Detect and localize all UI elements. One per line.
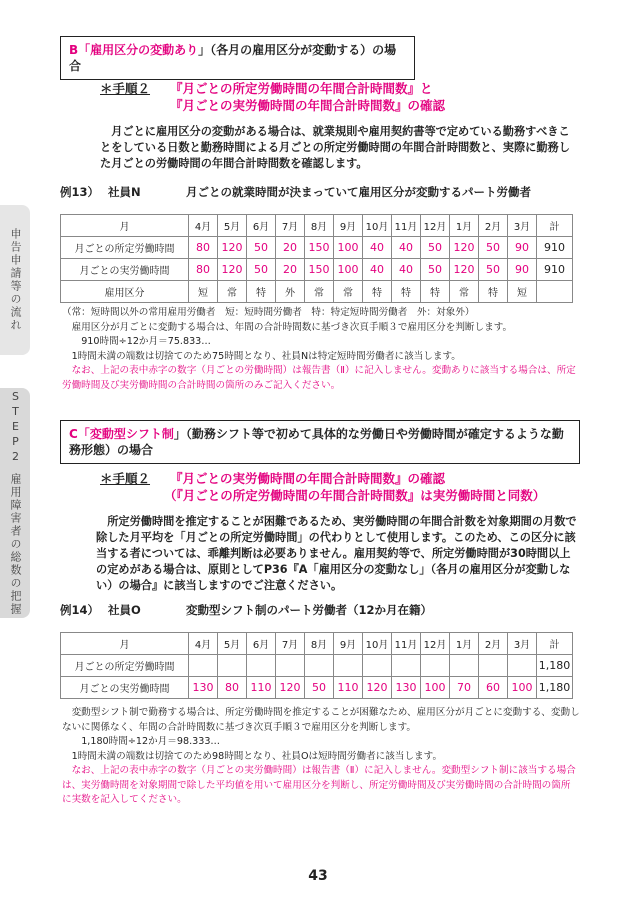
table-cell (276, 655, 305, 677)
table-cell: 50 (421, 237, 450, 259)
table-cell: 特 (247, 281, 276, 303)
section-c-step-line1: 『月ごとの実労働時間の年間合計時間数』の確認 (170, 471, 446, 486)
table-row (61, 677, 573, 699)
table-cell: 70 (450, 677, 479, 699)
table-header-cell: 4月 (189, 215, 218, 237)
table-cell: 40 (392, 259, 421, 281)
table-cell (218, 655, 247, 677)
section-b-step (100, 80, 570, 114)
section-c-notes (62, 706, 580, 808)
table-cell: 40 (392, 237, 421, 259)
section-b-header (60, 36, 415, 80)
section-c-header-accent: 変動型シフト制 (89, 427, 174, 441)
total-cell: 910 (537, 237, 573, 259)
side-tab-label: 申告申請等の流れ (9, 228, 22, 332)
table-cell: 特 (479, 281, 508, 303)
table-header-cell: 月 (61, 633, 189, 655)
table-cell: 100 (508, 677, 537, 699)
legend-text: （常：短時間以外の常用雇用労働者 短：短時間労働者 特：特定短時間労働者 外：対象外） (62, 307, 475, 318)
table-cell: 50 (421, 259, 450, 281)
table-cell: 100 (334, 259, 363, 281)
example-14-number: 例14） (60, 603, 100, 617)
row-label: 月ごとの実労働時間 (61, 677, 189, 699)
table-cell: 特 (421, 281, 450, 303)
table-cell: 80 (189, 259, 218, 281)
table-cell (305, 655, 334, 677)
table-cell: 110 (247, 677, 276, 699)
table-header-cell: 7月 (276, 633, 305, 655)
section-c-step-line2: （『月ごとの所定労働時間の年間合計時間数』は実労働時間と同数） (164, 488, 546, 503)
example-13-title (60, 184, 580, 200)
section-b-header-suffix: 」（各月の雇用区分が変動する）の場合 (69, 43, 397, 73)
example-13-description: 月ごとの就業時間が決まっていて雇用区分が変動するパート労働者 (186, 185, 531, 199)
table-cell (334, 655, 363, 677)
table-header-cell: 11月 (392, 215, 421, 237)
table-cell: 50 (247, 259, 276, 281)
table-header-cell: 12月 (421, 215, 450, 237)
table-row (61, 259, 573, 281)
note-text-red: なお、上記の表中赤字の数字（月ごとの労働時間）は報告書（Ⅱ）に記入しません。変動ありに該当する場合は、所定労働時間及び実労働時間の合計時間の箇所のみご記入ください。 (62, 365, 576, 391)
total-cell (537, 281, 573, 303)
table-cell: 外 (276, 281, 305, 303)
note-text: 1時間未満の端数は切捨てのため98時間となり、社員Oは短時間労働者に該当します。 (71, 750, 443, 762)
table-header-cell: 10月 (363, 215, 392, 237)
calculation-text: 910時間÷12か月＝75.833… (81, 336, 211, 347)
section-c-step (100, 470, 580, 504)
table-cell (363, 655, 392, 677)
table-header-cell: 8月 (305, 215, 334, 237)
table-header-cell: 4月 (189, 633, 218, 655)
table-cell: 特 (392, 281, 421, 303)
table-cell (392, 655, 421, 677)
table-cell: 50 (479, 237, 508, 259)
section-c-step-label: ＊手順２ (100, 471, 151, 486)
side-tab-step-label: STEP2 (9, 390, 22, 465)
table-cell (189, 655, 218, 677)
table-cell: 100 (421, 677, 450, 699)
section-b-step-line1: 『月ごとの所定労働時間の年間合計時間数』と (170, 81, 433, 96)
table-cell: 120 (363, 677, 392, 699)
table-header-cell: 1月 (450, 633, 479, 655)
total-cell: 1,180 (537, 655, 573, 677)
table-cell: 常 (334, 281, 363, 303)
table-cell: 150 (305, 237, 334, 259)
example-13-table (60, 214, 573, 303)
table-cell: 短 (508, 281, 537, 303)
section-c-header-suffix: 」（勤務シフト等で初めて具体的な労働日や労働時間が確定するような勤務形態）の場合 (69, 427, 564, 457)
row-label: 月ごとの実労働時間 (61, 259, 189, 281)
table-header-cell: 9月 (334, 633, 363, 655)
table-header-cell: 12月 (421, 633, 450, 655)
table-header-row (61, 633, 573, 655)
table-header-cell: 6月 (247, 215, 276, 237)
table-cell: 20 (276, 259, 305, 281)
table-header-cell: 11月 (392, 633, 421, 655)
table-header-cell: 計 (537, 215, 573, 237)
table-header-cell: 3月 (508, 215, 537, 237)
table-header-cell: 10月 (363, 633, 392, 655)
section-b-step-label: ＊手順２ (100, 81, 151, 96)
table-header-cell: 5月 (218, 215, 247, 237)
table-header-cell: 2月 (479, 633, 508, 655)
note-text: 雇用区分が月ごとに変動する場合は、年間の合計時間数に基づき次頁手順３で雇用区分を判断します。 (71, 321, 513, 333)
table-header-cell: 2月 (479, 215, 508, 237)
table-cell: 50 (479, 259, 508, 281)
example-13-employee: 社員N (108, 185, 141, 199)
table-header-cell: 7月 (276, 215, 305, 237)
section-b-header-prefix: B「雇用区分の変動 (69, 43, 175, 57)
side-tab-step-title: 雇用障害者の総数の把握 (9, 473, 22, 616)
section-c-paragraph: 所定労働時間を推定することが困難であるため、実労働時間の年間合計数を対象期間の月数で除した月平均を「月ごとの所定労働時間」の代わりとして使用します。このため、この区分に該当する者については、乖離判断は必要ありません。雇用契約等で、所定労働時間が30時間以上の定めがある場合は、原則としてP36『A「雇用区分の変動なし」（各月の雇用区分が変動しない）の場合』に該当しますのでご注意ください。 (96, 515, 577, 592)
table-cell: 110 (334, 677, 363, 699)
example-13-number: 例13） (60, 185, 100, 199)
side-tab-application-flow (0, 205, 30, 355)
table-cell: 100 (334, 237, 363, 259)
section-b-notes (62, 306, 580, 393)
table-cell: 120 (450, 237, 479, 259)
table-cell: 50 (305, 677, 334, 699)
table-cell: 120 (218, 237, 247, 259)
table-cell (421, 655, 450, 677)
table-header-cell: 5月 (218, 633, 247, 655)
table-header-cell: 6月 (247, 633, 276, 655)
table-cell: 常 (450, 281, 479, 303)
table-header-cell: 1月 (450, 215, 479, 237)
table-row (61, 655, 573, 677)
example-14-title (60, 602, 580, 618)
table-cell: 40 (363, 259, 392, 281)
note-text: 1時間未満の端数は切捨てのため75時間となり、社員Nは特定短時間労働者に該当します。 (71, 350, 461, 362)
side-tab-step2[interactable] (0, 388, 30, 618)
note-text-red: なお、上記の表中赤字の数字（月ごとの実労働時間）は報告書（Ⅱ）に記入しません。変動型シフト制に該当する場合は、実労働時間を対象期間で除した平均値を用いて雇用区分を判断し、所定労働時間及び実労働時間の合計時間の箇所に実数を記入してください。 (62, 765, 576, 805)
table-cell: 特 (363, 281, 392, 303)
table-cell: 常 (305, 281, 334, 303)
section-b-header-accent: あり (174, 43, 199, 57)
table-cell (450, 655, 479, 677)
total-cell: 910 (537, 259, 573, 281)
table-cell: 常 (218, 281, 247, 303)
table-cell: 120 (218, 259, 247, 281)
table-cell (247, 655, 276, 677)
total-cell: 1,180 (537, 677, 573, 699)
example-14-table (60, 632, 573, 699)
table-cell: 90 (508, 237, 537, 259)
table-cell: 120 (276, 677, 305, 699)
section-c-header-prefix: C「 (69, 427, 90, 441)
table-row (61, 281, 573, 303)
example-14-description: 変動型シフト制のパート労働者（12か月在籍） (186, 603, 433, 617)
note-text: 変動型シフト制で勤務する場合は、所定労働時間を推定することが困難なため、雇用区分が月ごとに変動する、変動しないに関係なく、年間の合計時間数に基づき次頁手順３で雇用区分を判断します。 (62, 707, 580, 733)
example-14-employee: 社員O (108, 603, 141, 617)
table-cell: 150 (305, 259, 334, 281)
table-header-cell: 3月 (508, 633, 537, 655)
page-number: 43 (308, 868, 328, 884)
table-cell (508, 655, 537, 677)
table-header-cell: 月 (61, 215, 189, 237)
table-cell: 短 (189, 281, 218, 303)
calculation-text: 1,180時間÷12か月＝98.333… (81, 736, 221, 747)
table-cell: 120 (450, 259, 479, 281)
table-header-cell: 計 (537, 633, 573, 655)
table-cell: 130 (392, 677, 421, 699)
table-row (61, 237, 573, 259)
section-b-step-line2: 『月ごとの実労働時間の年間合計時間数』の確認 (170, 98, 446, 113)
table-cell: 90 (508, 259, 537, 281)
table-cell: 80 (189, 237, 218, 259)
row-label: 雇用区分 (61, 281, 189, 303)
table-cell: 60 (479, 677, 508, 699)
table-cell: 130 (189, 677, 218, 699)
table-header-cell: 9月 (334, 215, 363, 237)
row-label: 月ごとの所定労働時間 (61, 237, 189, 259)
row-label: 月ごとの所定労働時間 (61, 655, 189, 677)
table-cell (479, 655, 508, 677)
table-cell: 20 (276, 237, 305, 259)
table-header-cell: 8月 (305, 633, 334, 655)
table-cell: 80 (218, 677, 247, 699)
section-c-header (60, 420, 580, 464)
table-header-row (61, 215, 573, 237)
section-b-paragraph: 月ごとに雇用区分の変動がある場合は、就業規則や雇用契約書等で定めている勤務すべきことをしている日数と勤務時間による月ごとの所定労働時間の年間合計時間数と、実際に勤務した月ごとの労働時間の年間合計時間数を確認します。 (100, 125, 570, 170)
table-cell: 40 (363, 237, 392, 259)
table-cell: 50 (247, 237, 276, 259)
